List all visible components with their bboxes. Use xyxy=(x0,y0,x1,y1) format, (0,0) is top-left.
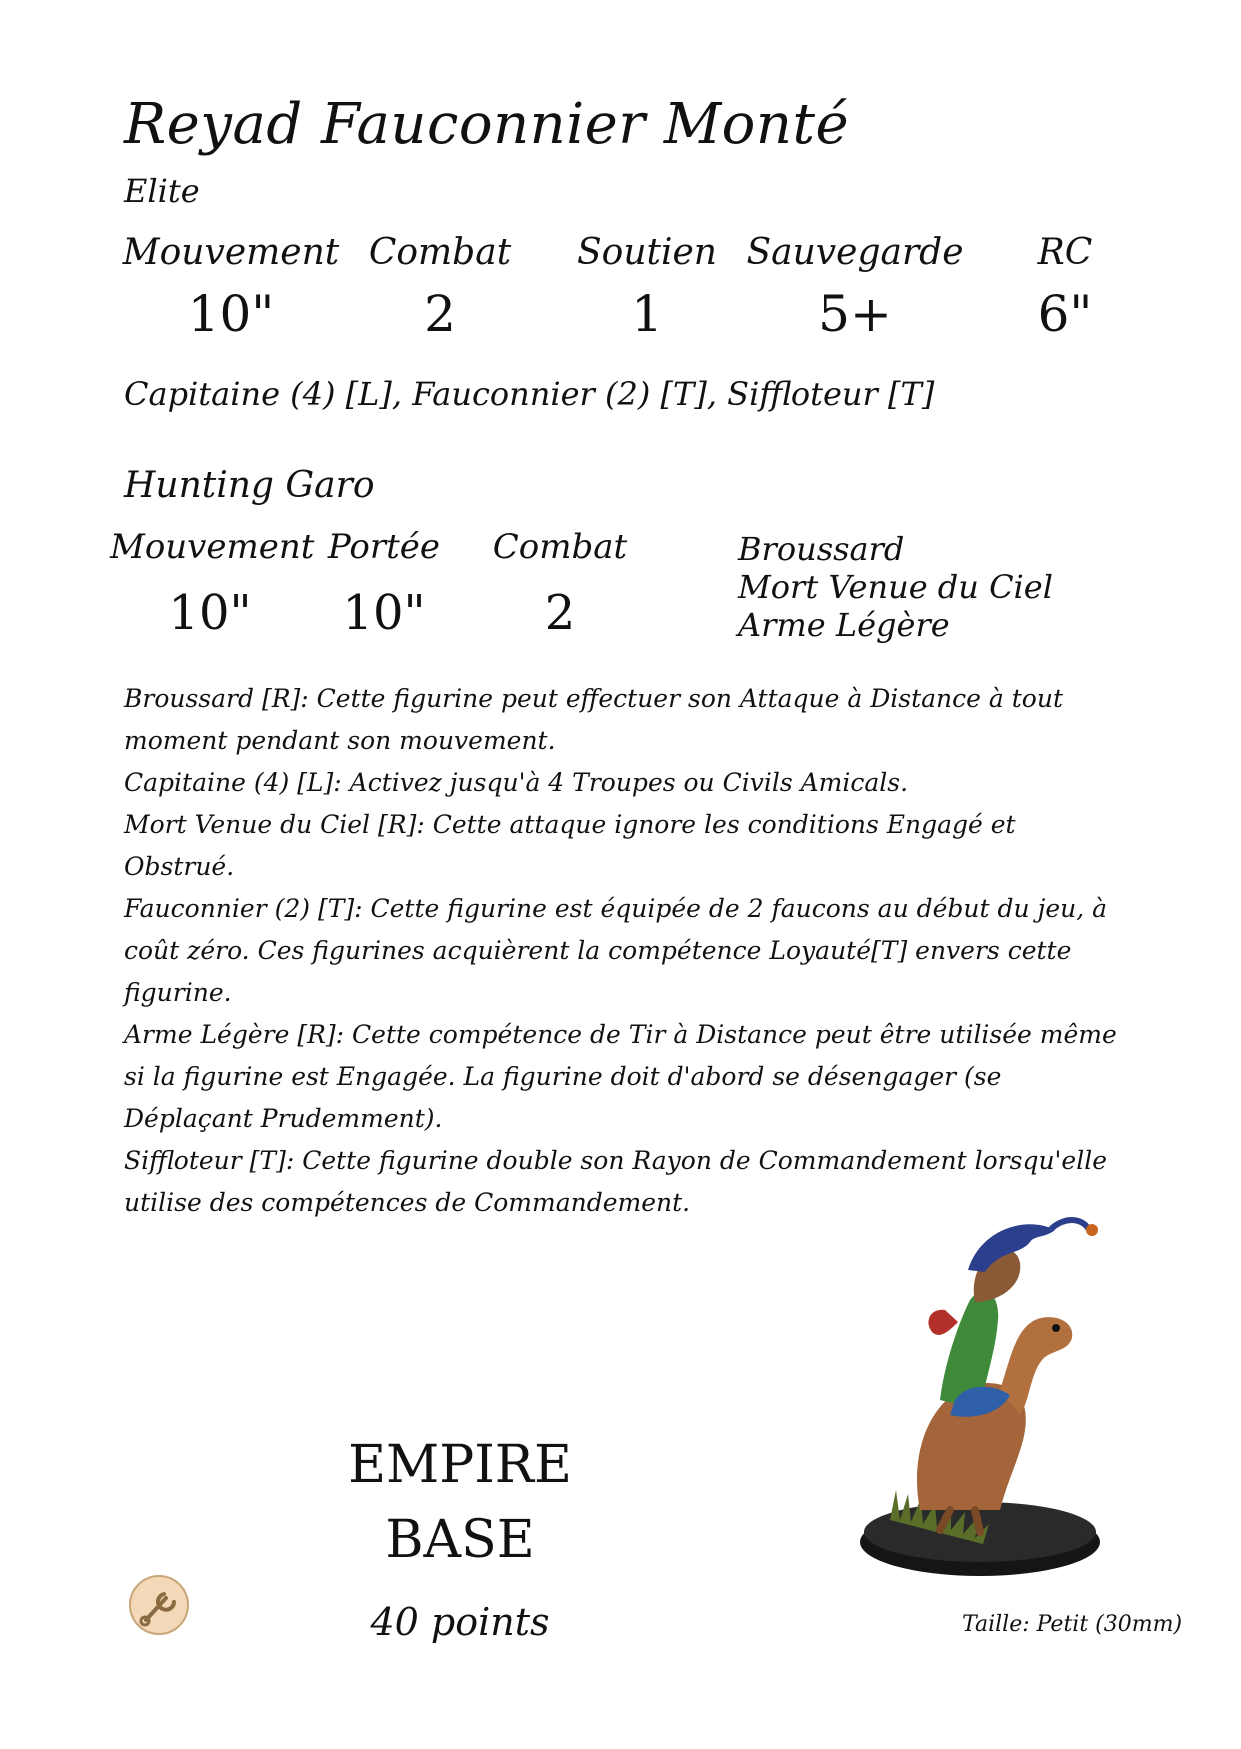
wrench-emblem-icon xyxy=(126,1572,192,1638)
weapon-ability: Mort Venue du Ciel xyxy=(738,568,1053,606)
stat-label-mouvement: Mouvement xyxy=(122,232,340,273)
abilities-line: Capitaine (4) [L], Fauconnier (2) [T], Siffloteur [T] xyxy=(124,375,935,413)
description-mort-venue-du-ciel: Mort Venue du Ciel [R]: Cette attaque ignore les conditions Engagé et Obstrué. xyxy=(124,810,1016,881)
model-size: Taille: Petit (30mm) xyxy=(962,1612,1183,1637)
faction-label: EMPIRE xyxy=(348,1435,572,1495)
description-fauconnier: Fauconnier (2) [T]: Cette figurine est équipée de 2 faucons au début du jeu, à coût zéro. Ces figurines acquièrent la compétence Loyauté[T] envers cette figurine. xyxy=(124,894,1108,1007)
stat-value-rc: 6" xyxy=(1037,285,1093,343)
stat-value-combat: 2 xyxy=(424,285,456,343)
unit-type-label: BASE xyxy=(385,1510,535,1570)
weapon-name: Hunting Garo xyxy=(124,465,375,506)
stat-label-soutien: Soutien xyxy=(577,232,717,273)
stat-label-combat: Combat xyxy=(368,232,512,273)
weapon-value-mouvement: 10" xyxy=(168,585,252,641)
description-capitaine: Capitaine (4) [L]: Activez jusqu'à 4 Troupes ou Civils Amicals. xyxy=(124,768,909,797)
weapon-label-mouvement: Mouvement xyxy=(110,527,315,567)
description-siffloteur: Siffloteur [T]: Cette figurine double son Rayon de Commandement lorsqu'elle utilise des compétences de Commandement. xyxy=(124,1146,1108,1217)
stat-label-rc: RC xyxy=(1037,232,1093,273)
stat-value-mouvement: 10" xyxy=(187,285,275,343)
description-broussard: Broussard [R]: Cette figurine peut effectuer son Attaque à Distance à tout moment pendant son mouvement. xyxy=(124,684,1064,755)
weapon-label-portee: Portée xyxy=(327,527,441,567)
weapon-value-portee: 10" xyxy=(342,585,426,641)
weapon-value-combat: 2 xyxy=(544,585,576,641)
unit-name: Reyad Fauconnier Monté xyxy=(124,92,850,157)
stat-value-sauvegarde: 5+ xyxy=(818,285,892,343)
ability-descriptions xyxy=(124,678,1124,1224)
unit-rank: Elite xyxy=(124,172,200,210)
description-arme-legere: Arme Légère [R]: Cette compétence de Tir à Distance peut être utilisée même si la figurine est Engagée. La figurine doit d'abord se désengager (se Déplaçant Prudemment). xyxy=(124,1020,1117,1133)
rider-on-bird-figure xyxy=(850,1210,1130,1590)
weapon-label-combat: Combat xyxy=(492,527,628,567)
weapon-ability: Broussard xyxy=(738,530,905,568)
stat-label-sauvegarde: Sauvegarde xyxy=(746,232,964,273)
weapon-ability: Arme Légère xyxy=(738,606,950,644)
weapon-abilities xyxy=(738,530,1053,644)
stat-value-soutien: 1 xyxy=(631,285,663,343)
points-cost: 40 points xyxy=(370,1600,550,1644)
